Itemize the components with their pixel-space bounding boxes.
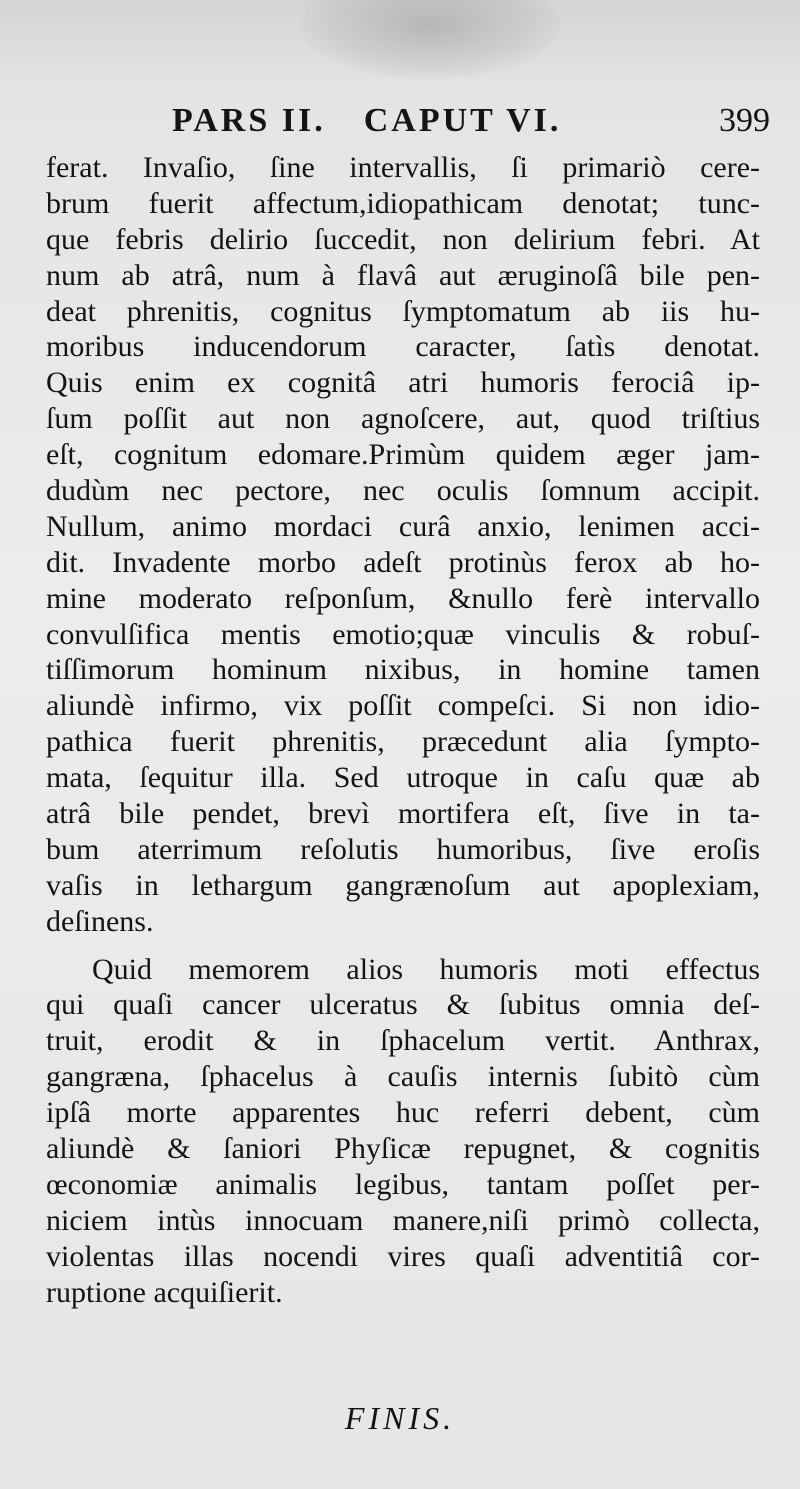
text-line: mata, ſequitur illa. Sed utroque in caſu quæ ab	[46, 761, 760, 795]
text-line: Quis enim ex cognitâ atri humoris ferociâ ip-	[46, 366, 760, 400]
text-line: pathica fuerit phrenitis, præcedunt alia ſympto-	[46, 725, 760, 759]
chapter-label: CAPUT VI.	[363, 102, 562, 139]
body-text	[46, 150, 760, 1311]
part-label: PARS II.	[172, 102, 326, 139]
text-line: ruptione acquiſierit.	[46, 1275, 283, 1309]
text-line: dudùm nec pectore, nec oculis ſomnum accipit.	[46, 474, 760, 508]
text-line: aliundè & ſaniori Phyſicæ repugnet, & cognitis	[46, 1132, 760, 1166]
text-line: atrâ bile pendet, brevì mortifera eſt, ſive in ta-	[46, 797, 760, 831]
text-line: convulſifica mentis emotio;quæ vinculis & robuſ-	[46, 617, 760, 651]
text-line: brum fuerit affectum,idiopathicam denotat; tunc-	[46, 186, 760, 220]
text-line: niciem intùs innocuam manere,niſi primò collecta,	[46, 1203, 760, 1237]
text-line: num ab atrâ, num à flavâ aut æruginoſâ bile pen-	[46, 258, 760, 292]
finis-label: FINIS.	[344, 1400, 456, 1436]
text-line: gangræna, ſphacelus à cauſis internis ſubitò cùm	[46, 1060, 760, 1094]
text-line: ipſâ morte apparentes huc referri debent, cùm	[46, 1096, 760, 1130]
text-line: deſinens.	[46, 904, 154, 938]
text-line: qui quaſi cancer ulceratus & ſubitus omnia deſ-	[46, 988, 760, 1022]
text-line: œconomiæ animalis legibus, tantam poſſet per-	[46, 1167, 760, 1201]
text-line: deat phrenitis, cognitus ſymptomatum ab iis hu-	[46, 294, 760, 328]
paper-stain	[300, 0, 560, 80]
text-line: Nullum, animo mordaci curâ anxio, lenimen acci-	[46, 509, 760, 543]
text-line: moribus inducendorum caracter, ſatìs denotat.	[46, 330, 760, 364]
text-line: dit. Invadente morbo adeſt protinùs ferox ab ho-	[46, 545, 760, 579]
text-line: ſum poſſit aut non agnoſcere, aut, quod triſtius	[46, 402, 760, 436]
text-line: vaſis in lethargum gangrænoſum aut apoplexiam,	[46, 868, 760, 902]
running-head	[172, 102, 770, 146]
text-line: Quid memorem alios humoris moti effectus	[92, 952, 760, 986]
text-line: violentas illas nocendi vires quaſi adventitiâ cor-	[46, 1239, 760, 1273]
text-line: bum aterrimum reſolutis humoribus, ſive eroſis	[46, 832, 760, 866]
text-line: que febris delirio ſuccedit, non delirium febri. At	[46, 222, 760, 256]
text-line: truit, erodit & in ſphacelum vertit. Anthrax,	[46, 1024, 760, 1058]
text-line: eſt, cognitum edomare.Primùm quidem æger jam-	[46, 438, 760, 472]
text-line: ferat. Invaſio, ſine intervallis, ſi primariò cere-	[46, 151, 760, 184]
page-number: 399	[719, 102, 770, 139]
text-line: mine moderato reſponſum, &nullo ferè intervallo	[46, 581, 760, 615]
text-line: tiſſimorum hominum nixibus, in homine tamen	[46, 653, 760, 687]
paragraph	[46, 150, 760, 940]
paragraph	[46, 952, 760, 1311]
text-line: aliundè infirmo, vix poſſit compeſci. Si non idio-	[46, 689, 760, 723]
paragraph-gap	[46, 940, 760, 952]
